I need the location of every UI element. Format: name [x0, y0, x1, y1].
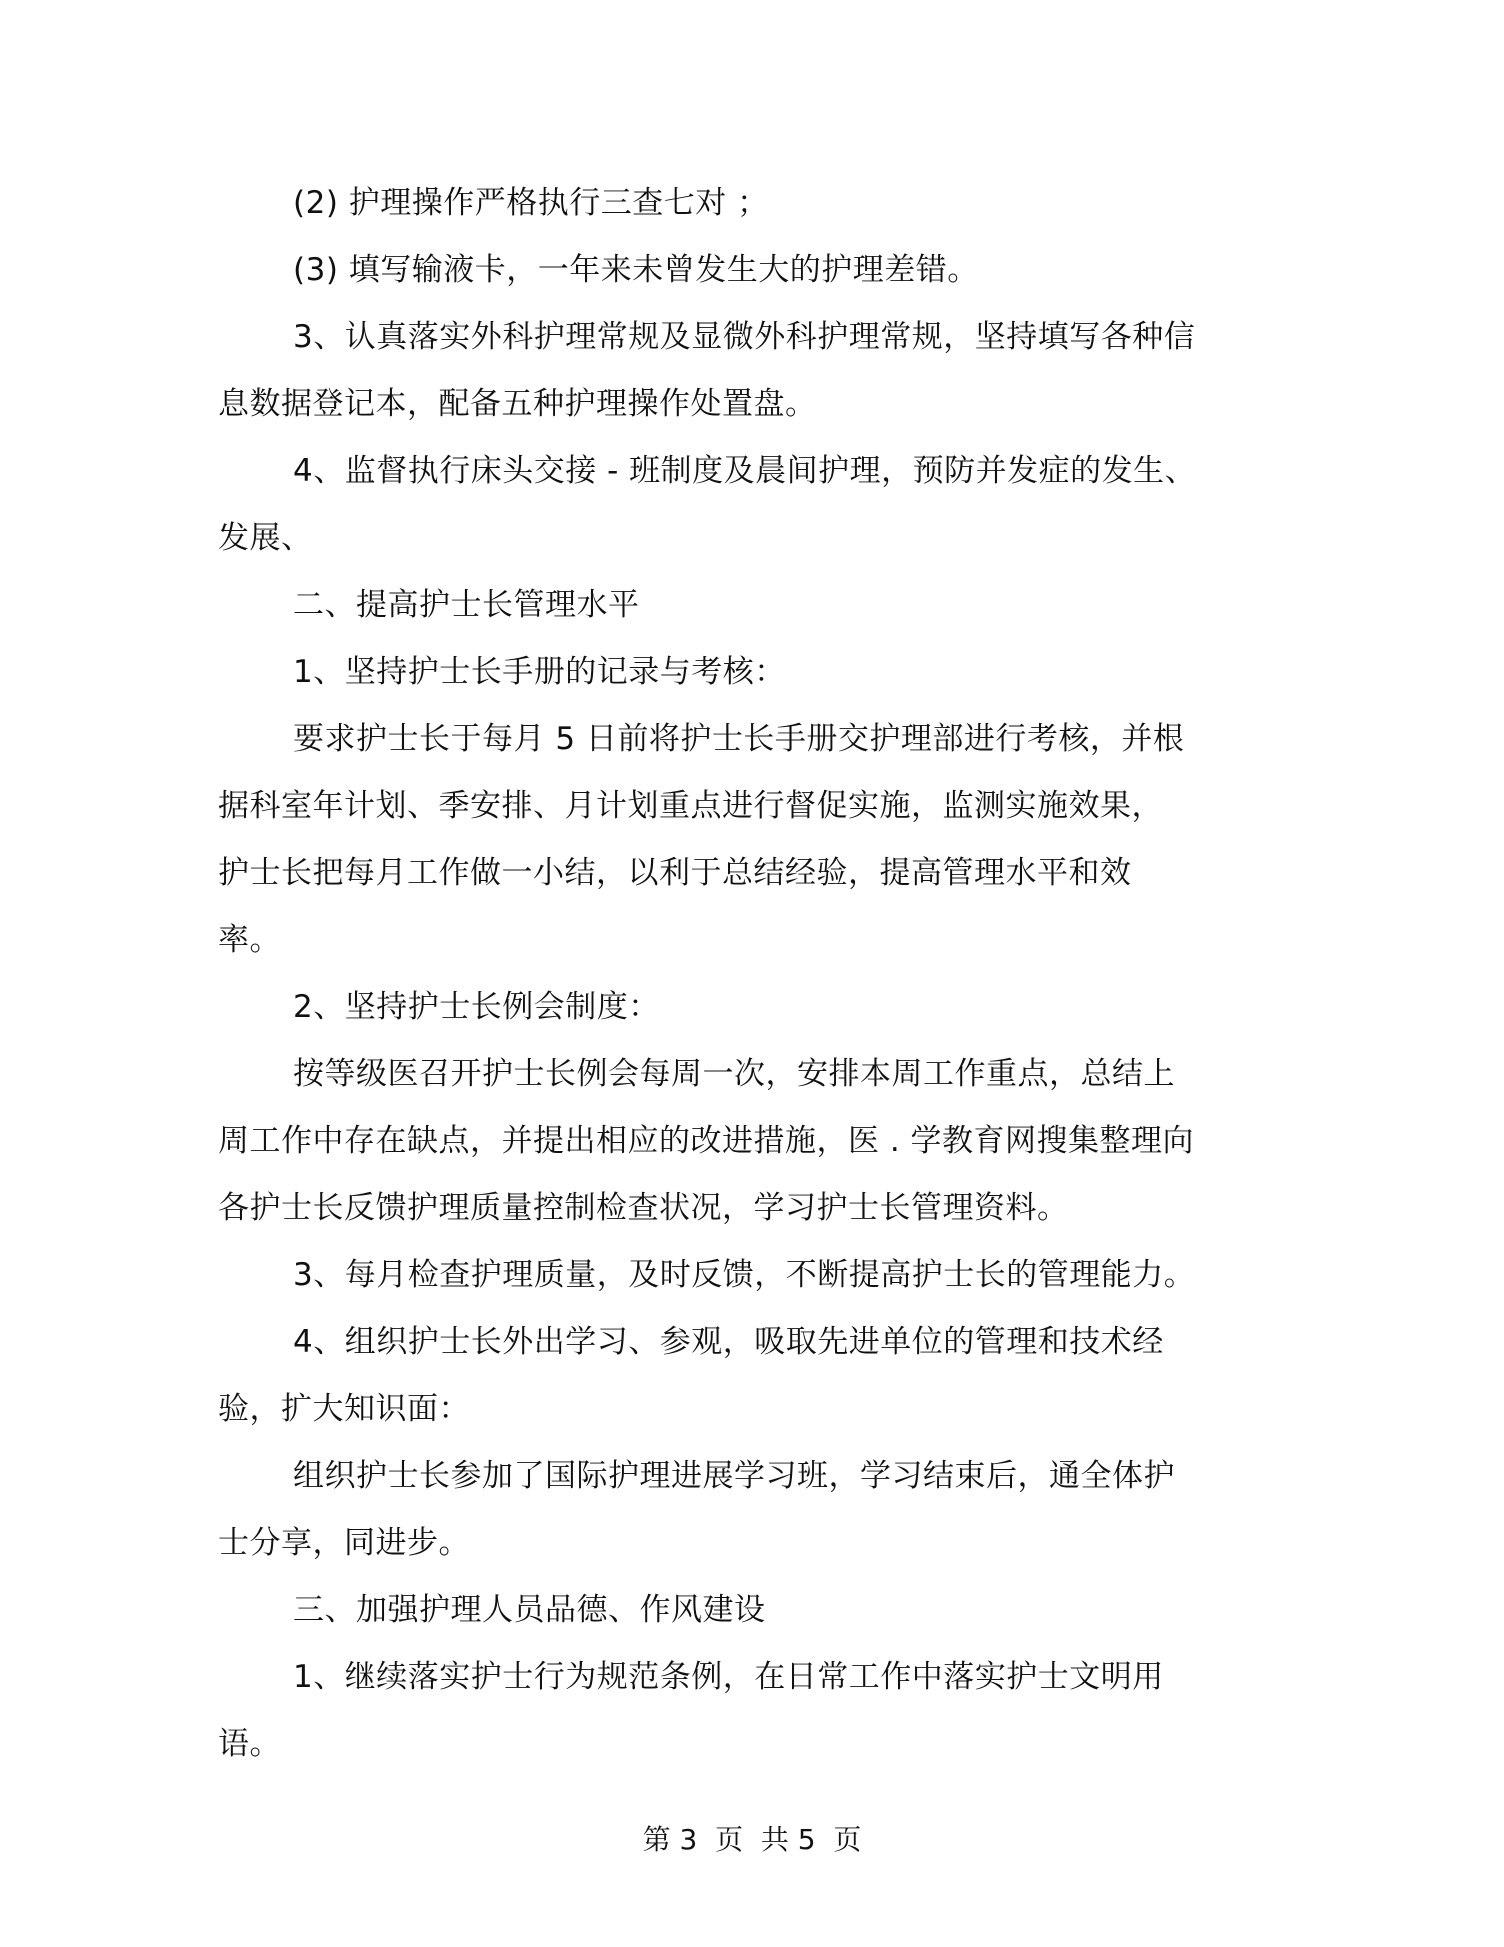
section-heading: 三、加强护理人员品德、作风建设 — [293, 1592, 766, 1628]
text-line: (3) 填写输液卡，一年来未曾发生大的护理差错。 — [293, 252, 979, 288]
text-line: 息数据登记本，配备五种护理操作处置盘。 — [218, 386, 817, 422]
section-heading: 二、提高护士长管理水平 — [293, 587, 640, 623]
text-line: 率。 — [218, 922, 281, 958]
text-line: 士分享，同进步。 — [218, 1525, 470, 1561]
text-line: 1、继续落实护士行为规范条例，在日常工作中落实护士文明用 — [293, 1659, 1164, 1695]
text-line: 语。 — [218, 1726, 281, 1762]
text-line: 护士长把每月工作做一小结，以利于总结经验，提高管理水平和效 — [218, 855, 1132, 891]
text-line: 周工作中存在缺点，并提出相应的改进措施，医 . 学教育网搜集整理向 — [218, 1123, 1195, 1159]
text-line: 3、每月检查护理质量，及时反馈，不断提高护士长的管理能力。 — [293, 1257, 1196, 1293]
text-line: 按等级医召开护士长例会每周一次，安排本周工作重点，总结上 — [293, 1056, 1175, 1092]
text-line: 4、监督执行床头交接 - 班制度及晨间护理，预防并发症的发生、 — [293, 453, 1197, 489]
text-line: 据科室年计划、季安排、月计划重点进行督促实施，监测实施效果， — [218, 788, 1163, 824]
text-line: 3、认真落实外科护理常规及显微外科护理常规，坚持填写各种信 — [293, 319, 1196, 355]
text-line: 验，扩大知识面： — [218, 1391, 470, 1427]
text-line: 要求护士长于每月 5 日前将护士长手册交护理部进行考核，并根 — [293, 721, 1185, 757]
text-line: 1、坚持护士长手册的记录与考核： — [293, 654, 786, 690]
page-number-footer: 第 3 页 共 5 页 — [642, 1823, 862, 1856]
text-line: 4、组织护士长外出学习、参观，吸取先进单位的管理和技术经 — [293, 1324, 1164, 1360]
text-line: 发展、 — [218, 520, 313, 556]
text-line: 各护士长反馈护理质量控制检查状况，学习护士长管理资料。 — [218, 1190, 1069, 1226]
text-line: 组织护士长参加了国际护理进展学习班，学习结束后，通全体护 — [293, 1458, 1175, 1494]
text-line: 2、坚持护士长例会制度： — [293, 989, 660, 1025]
text-line: (2) 护理操作严格执行三查七对 ； — [293, 185, 769, 221]
